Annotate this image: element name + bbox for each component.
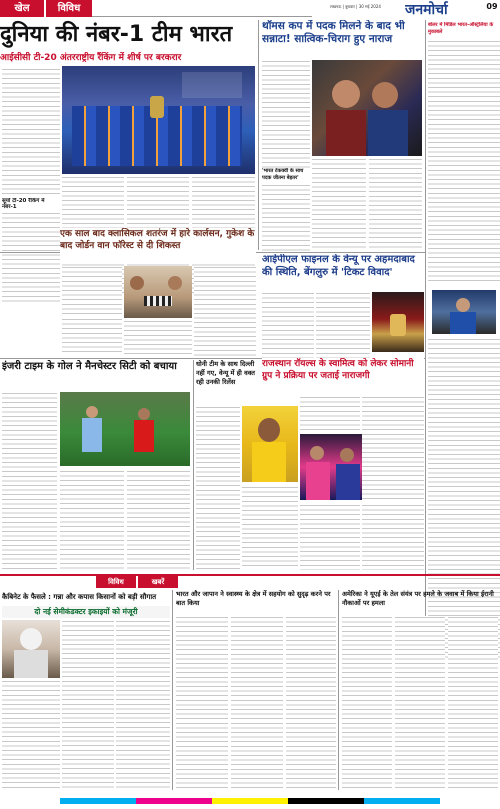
subhead-semiconductor: दो नई सेमीकंडक्टर इकाइयों को मंजूरी <box>2 606 170 618</box>
column-divider <box>193 360 194 570</box>
headline-chess-carlsen: एक साल बाद क्लासिकल शतरंज में हारे कार्लसन, गुकेश के बाद जोर्डन वान फॉरेस्ट से दी शिकस्त <box>60 228 256 264</box>
article-column <box>124 320 192 356</box>
article-column <box>2 68 60 198</box>
article-column <box>312 158 366 250</box>
article-column <box>62 266 122 316</box>
masthead: जनमोर्चा <box>405 2 448 18</box>
article-column <box>262 60 310 90</box>
headline-no1-team: दुनिया की नंबर-1 टीम भारत <box>0 22 233 47</box>
article-column <box>300 396 360 432</box>
subhead-icc-ranking: आईसीसी टी-20 अंतरराष्ट्रीय रैंकिंग में शीर्ष पर बरकरार <box>0 53 182 63</box>
article-column <box>395 616 445 790</box>
article-column <box>286 616 336 790</box>
article-column <box>2 212 60 304</box>
side-headline-surya: सूर्या टी-20 रैंकिंग में नंबर-1 <box>2 198 45 210</box>
column-divider <box>338 590 339 790</box>
dateline: लखनऊ | बुधवार | 30 मई 2024 <box>330 4 381 9</box>
photo-satwik-chirag <box>312 60 422 156</box>
photo-indian-team-trophy <box>62 66 255 174</box>
article-column <box>342 616 392 790</box>
headline-rajasthan-royals: राजस्थान रॉयल्स के स्वामित्व को लेकर सोमानी ग्रुप ने प्रक्रिया पर जताई नाराजगी <box>262 358 424 394</box>
article-column <box>62 620 114 790</box>
headline-ipl-final: आईपीएल फाइनल के वेन्यू पर अहमदाबाद की स्थिति, बेंगलुरु में 'टिकट विवाद' <box>262 254 415 278</box>
article-column <box>316 292 370 358</box>
sidebar-headline: बोलर में मिडिल भारत-ऑस्ट्रेलिया के मुकाबले <box>428 22 494 35</box>
article-column <box>127 470 190 570</box>
section-tab-news-bottom: खबरें <box>138 576 178 588</box>
column-divider <box>172 590 173 790</box>
column-divider <box>258 20 259 250</box>
photo-rcb-trophy <box>372 292 424 352</box>
article-column <box>60 470 124 570</box>
section-tab-misc-bottom: विविध <box>96 576 136 588</box>
section-tab-sport: खेल <box>0 0 44 17</box>
headline-india-japan: भारत और जापान ने स्वास्थ्य के क्षेत्र में सहयोग को सुदृढ़ करने पर बात किया <box>176 590 331 607</box>
print-color-bar <box>60 798 440 804</box>
section-rule <box>0 574 500 576</box>
article-column <box>262 292 314 358</box>
article-column <box>428 40 500 285</box>
headline-dhoni: धोनी टीम के साथ दिल्ली नहीं गए, वेन्यू में ही वक्त रही उनकी रिलेंस <box>196 360 255 386</box>
photo-chess-players <box>124 266 192 318</box>
article-column <box>369 158 422 250</box>
headline-thomas-cup: थॉमस कप में पदक मिलने के बाद भी सन्नाटा! सात्विक-चिराग हुए नाराज <box>262 20 405 45</box>
article-column <box>2 392 57 570</box>
column-divider <box>425 20 426 660</box>
article-column <box>448 616 498 790</box>
article-column <box>62 318 122 356</box>
photo-pm-speaking <box>2 620 60 678</box>
headline-cabinet-decisions: कैबिनेट के फैसले : गन्ना और कपास किसानों को बड़ी सौगात <box>2 593 157 601</box>
article-column <box>362 504 424 570</box>
page-number: 09 <box>486 2 498 11</box>
header-rule <box>92 0 312 17</box>
article-column <box>196 406 240 570</box>
article-column <box>176 616 228 790</box>
article-column <box>242 486 298 570</box>
article-column <box>300 504 360 570</box>
photo-football-match <box>60 392 190 466</box>
section-tab-misc: विविध <box>46 0 92 17</box>
article-column <box>2 680 60 790</box>
headline-man-city: इंजरी टाइम के गोल ने मैनचेस्टर सिटी को बचाया <box>2 361 177 372</box>
headline-us-iran: अमेरिका ने यूएई के तेल संयंत्र पर हमले के जवाब में किया ईरानी नौकाओं पर हमला <box>342 590 494 607</box>
photo-dhoni <box>242 406 298 482</box>
article-column <box>194 266 256 356</box>
article-column <box>231 616 283 790</box>
article-column <box>362 396 424 500</box>
article-column <box>116 620 170 790</box>
quote-headline: 'भारत टेकक्वी के साथ पदक जीतना बेहतर' <box>262 168 310 182</box>
photo-sidebar-player <box>432 290 496 334</box>
